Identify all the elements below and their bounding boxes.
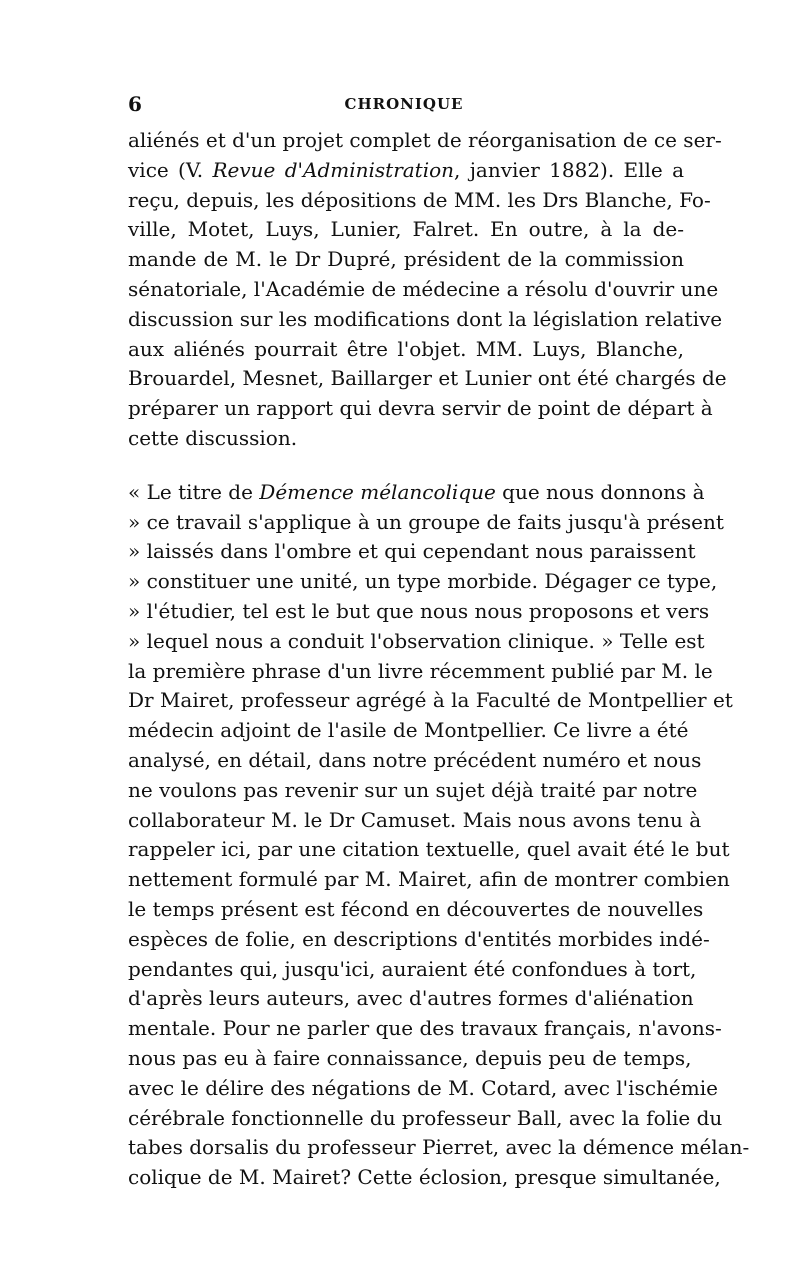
page-number: 6 — [128, 92, 142, 116]
text-line: » laissés dans l'ombre et qui cependant nous paraissent — [128, 539, 696, 564]
text-line: » constituer une unité, un type morbide. Dégager ce type, — [128, 569, 718, 594]
text-line: cérébrale fonctionnelle du professeur Ball, avec la folie du — [128, 1105, 723, 1130]
text-line: sénatoriale, l'Académie de médecine a résolu d'ouvrir une — [128, 276, 719, 301]
paragraph-1 — [128, 126, 727, 454]
text-line: colique de M. Mairet? Cette éclosion, presque simultanée, — [128, 1165, 721, 1190]
body-text — [128, 126, 750, 1193]
text-line: tabes dorsalis du professeur Pierret, avec la démence mélan- — [128, 1135, 750, 1160]
text-line: » ce travail s'applique à un groupe de faits jusqu'à présent — [128, 509, 724, 534]
text-line: médecin adjoint de l'asile de Montpellier. Ce livre a été — [128, 718, 689, 743]
text-line: mande de M. le Dr Dupré, président de la commission — [128, 247, 684, 272]
text-line: pendantes qui, jusqu'ici, auraient été confondues à tort, — [128, 956, 697, 981]
text-line: nous pas eu à faire connaissance, depuis peu de temps, — [128, 1045, 692, 1070]
text-line: la première phrase d'un livre récemment publié par M. le — [128, 658, 713, 683]
text-line: préparer un rapport qui devra servir de point de départ à — [128, 396, 713, 421]
text-line: aliénés et d'un projet complet de réorganisation de ce ser- — [128, 128, 722, 152]
text-line: mentale. Pour ne parler que des travaux français, n'avons- — [128, 1016, 722, 1041]
running-title: CHRONIQUE — [344, 95, 464, 113]
text-line: d'après leurs auteurs, avec d'autres formes d'aliénation — [128, 986, 694, 1011]
text-line: vice (V. Revue d'Administration, janvier 1882). Elle a — [128, 157, 684, 182]
paragraph-2 — [128, 478, 750, 1193]
page-header — [128, 92, 680, 116]
text-line: Brouardel, Mesnet, Baillarger et Lunier ont été chargés de — [128, 366, 727, 391]
text-line: ville, Motet, Luys, Lunier, Falret. En outre, à la de- — [128, 217, 684, 242]
text-line: espèces de folie, en descriptions d'entités morbides indé- — [128, 926, 710, 951]
text-line: avec le délire des négations de M. Cotard, avec l'ischémie — [128, 1075, 718, 1100]
text-line: nettement formulé par M. Mairet, afin de montrer combien — [128, 867, 730, 892]
text-line: Dr Mairet, professeur agrégé à la Faculté de Montpellier et — [128, 688, 733, 713]
text-line: » l'étudier, tel est le but que nous nous proposons et vers — [128, 598, 710, 623]
text-line: ne voulons pas revenir sur un sujet déjà traité par notre — [128, 777, 698, 802]
text-line: discussion sur les modifications dont la législation relative — [128, 306, 723, 331]
text-line: le temps présent est fécond en découvertes de nouvelles — [128, 896, 704, 921]
text-line: « Le titre de Démence mélancolique que nous donnons à — [128, 479, 705, 504]
text-line: rappeler ici, par une citation textuelle, quel avait été le but — [128, 837, 730, 862]
text-line: collaborateur M. le Dr Camuset. Mais nous avons tenu à — [128, 807, 702, 832]
text-line: » lequel nous a conduit l'observation clinique. » Telle est — [128, 628, 705, 653]
text-line: analysé, en détail, dans notre précédent numéro et nous — [128, 747, 702, 772]
paragraph-gap — [128, 454, 684, 478]
text-line: reçu, depuis, les dépositions de MM. les Drs Blanche, Fo- — [128, 187, 711, 212]
text-line: aux aliénés pourrait être l'objet. MM. Luys, Blanche, — [128, 336, 684, 361]
text-line: cette discussion. — [128, 425, 298, 450]
